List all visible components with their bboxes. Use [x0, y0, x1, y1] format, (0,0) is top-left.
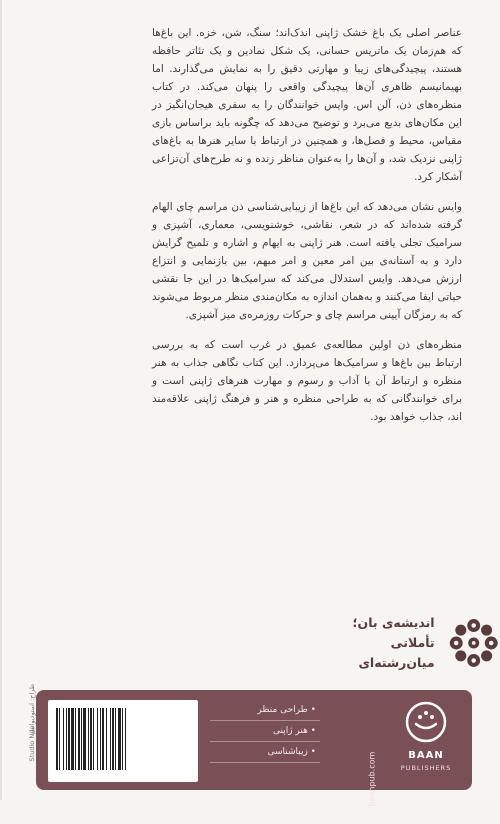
series-logo [320, 613, 500, 673]
barcode-bar [126, 708, 128, 770]
info-panel [36, 690, 472, 807]
publisher-logo-icon [404, 700, 448, 744]
ornament-icon [447, 614, 500, 672]
topic-item: • هنر ژاپنی [210, 721, 320, 742]
series-slogan [320, 613, 435, 673]
slogan-line-2: تأملاتی میان‌رشته‌ای [358, 635, 435, 670]
topics-list [210, 700, 320, 763]
credits [20, 684, 36, 790]
paragraph-3: منظره‌های ذن اولین مطالعه‌ی عمیق در غرب است که به بررسی ارتباط بین باغ‌ها و سرامیک‌ها می‌پردازد. این کتاب نگاهی جذاب به هنر منظره و ارتباط آن با آداب و رسوم و مهارت هنرهای ژاپنی است و برای خوانندگانی که به طراحی منظره و هنر و فرهنگ ژاپنی علاقه‌مند اند، جذاب خواهد بود. [152, 339, 462, 423]
paragraph-1: عناصر اصلی یک باغ خشک ژاپنی اندک‌اند؛ سنگ، شن، خزه. این باغ‌ها که هم‌زمان یک ماتریس حسانی، یک شکل نمادین و یک تئاتر حافظه هستند، پیچیدگی‌های زیبا و مهارتی دقیق را به نمایش می‌گذارند. اما بهیمانیسم ظاهری آن‌ها پیچیدگی واقعی را پنهان می‌کند. در کتاب منظره‌های ذن، آلن اس. وایس خوانندگان را به سفری هیجان‌انگیز در این مکان‌های بدیع می‌برد و توضیح می‌دهد که چگونه باید براساس بازی مقیاس، محیط و فصل‌ها، و همچنین در ارتباط با سایر هنرها به باغ‌های ژاپنی نزدیک شد، و آن‌ها را به‌عنوان مناظر زنده و نه طرح‌های آن‌تزاعی آشکار کرد. [152, 27, 462, 183]
designer-credit: طراح: استودیو نیل [28, 684, 36, 735]
slogan-line-1: اندیشه‌ی بان؛ [352, 615, 435, 630]
topic-item: • زیبا‌شناسی [210, 742, 320, 763]
description-text [152, 24, 462, 438]
studio-credit: Studio Neel [28, 724, 36, 762]
topic-item: • طراحی منظر [210, 700, 320, 721]
barcode-box [48, 700, 198, 782]
publisher-url: baanpub.com [367, 751, 377, 807]
publisher-subname: PUBLISHERS [400, 764, 452, 772]
paragraph-2: وایس نشان می‌دهد که این باغ‌ها از زیبایی‌شناسی ذن مراسم چای الهام گرفته شده‌اند که در شعر، نقاشی، خوشنویسی، معماری، آشپزی و سرامیک تجلی یافته است. هنر ژاپنی به ایهام و اشاره و تلمیح گرایش دارد و به آستانه‌ی بین امر معین و امر مبهم، بین بازنمایی و انتزاع ارزش می‌دهد. وایس استدلال می‌کند که سرامیک‌ها در این جا نقشی حیاتی ایفا می‌کنند و به‌همان اندازه به مکان‌مندی منظر مربوط می‌شوند که به رمزگان آیینی مراسم چای و حرکات روزمره‌ی میز آشپزی. [152, 201, 462, 321]
barcode-icon [56, 708, 190, 770]
publisher-logo [386, 698, 466, 784]
publisher-name: BAAN [408, 750, 444, 761]
